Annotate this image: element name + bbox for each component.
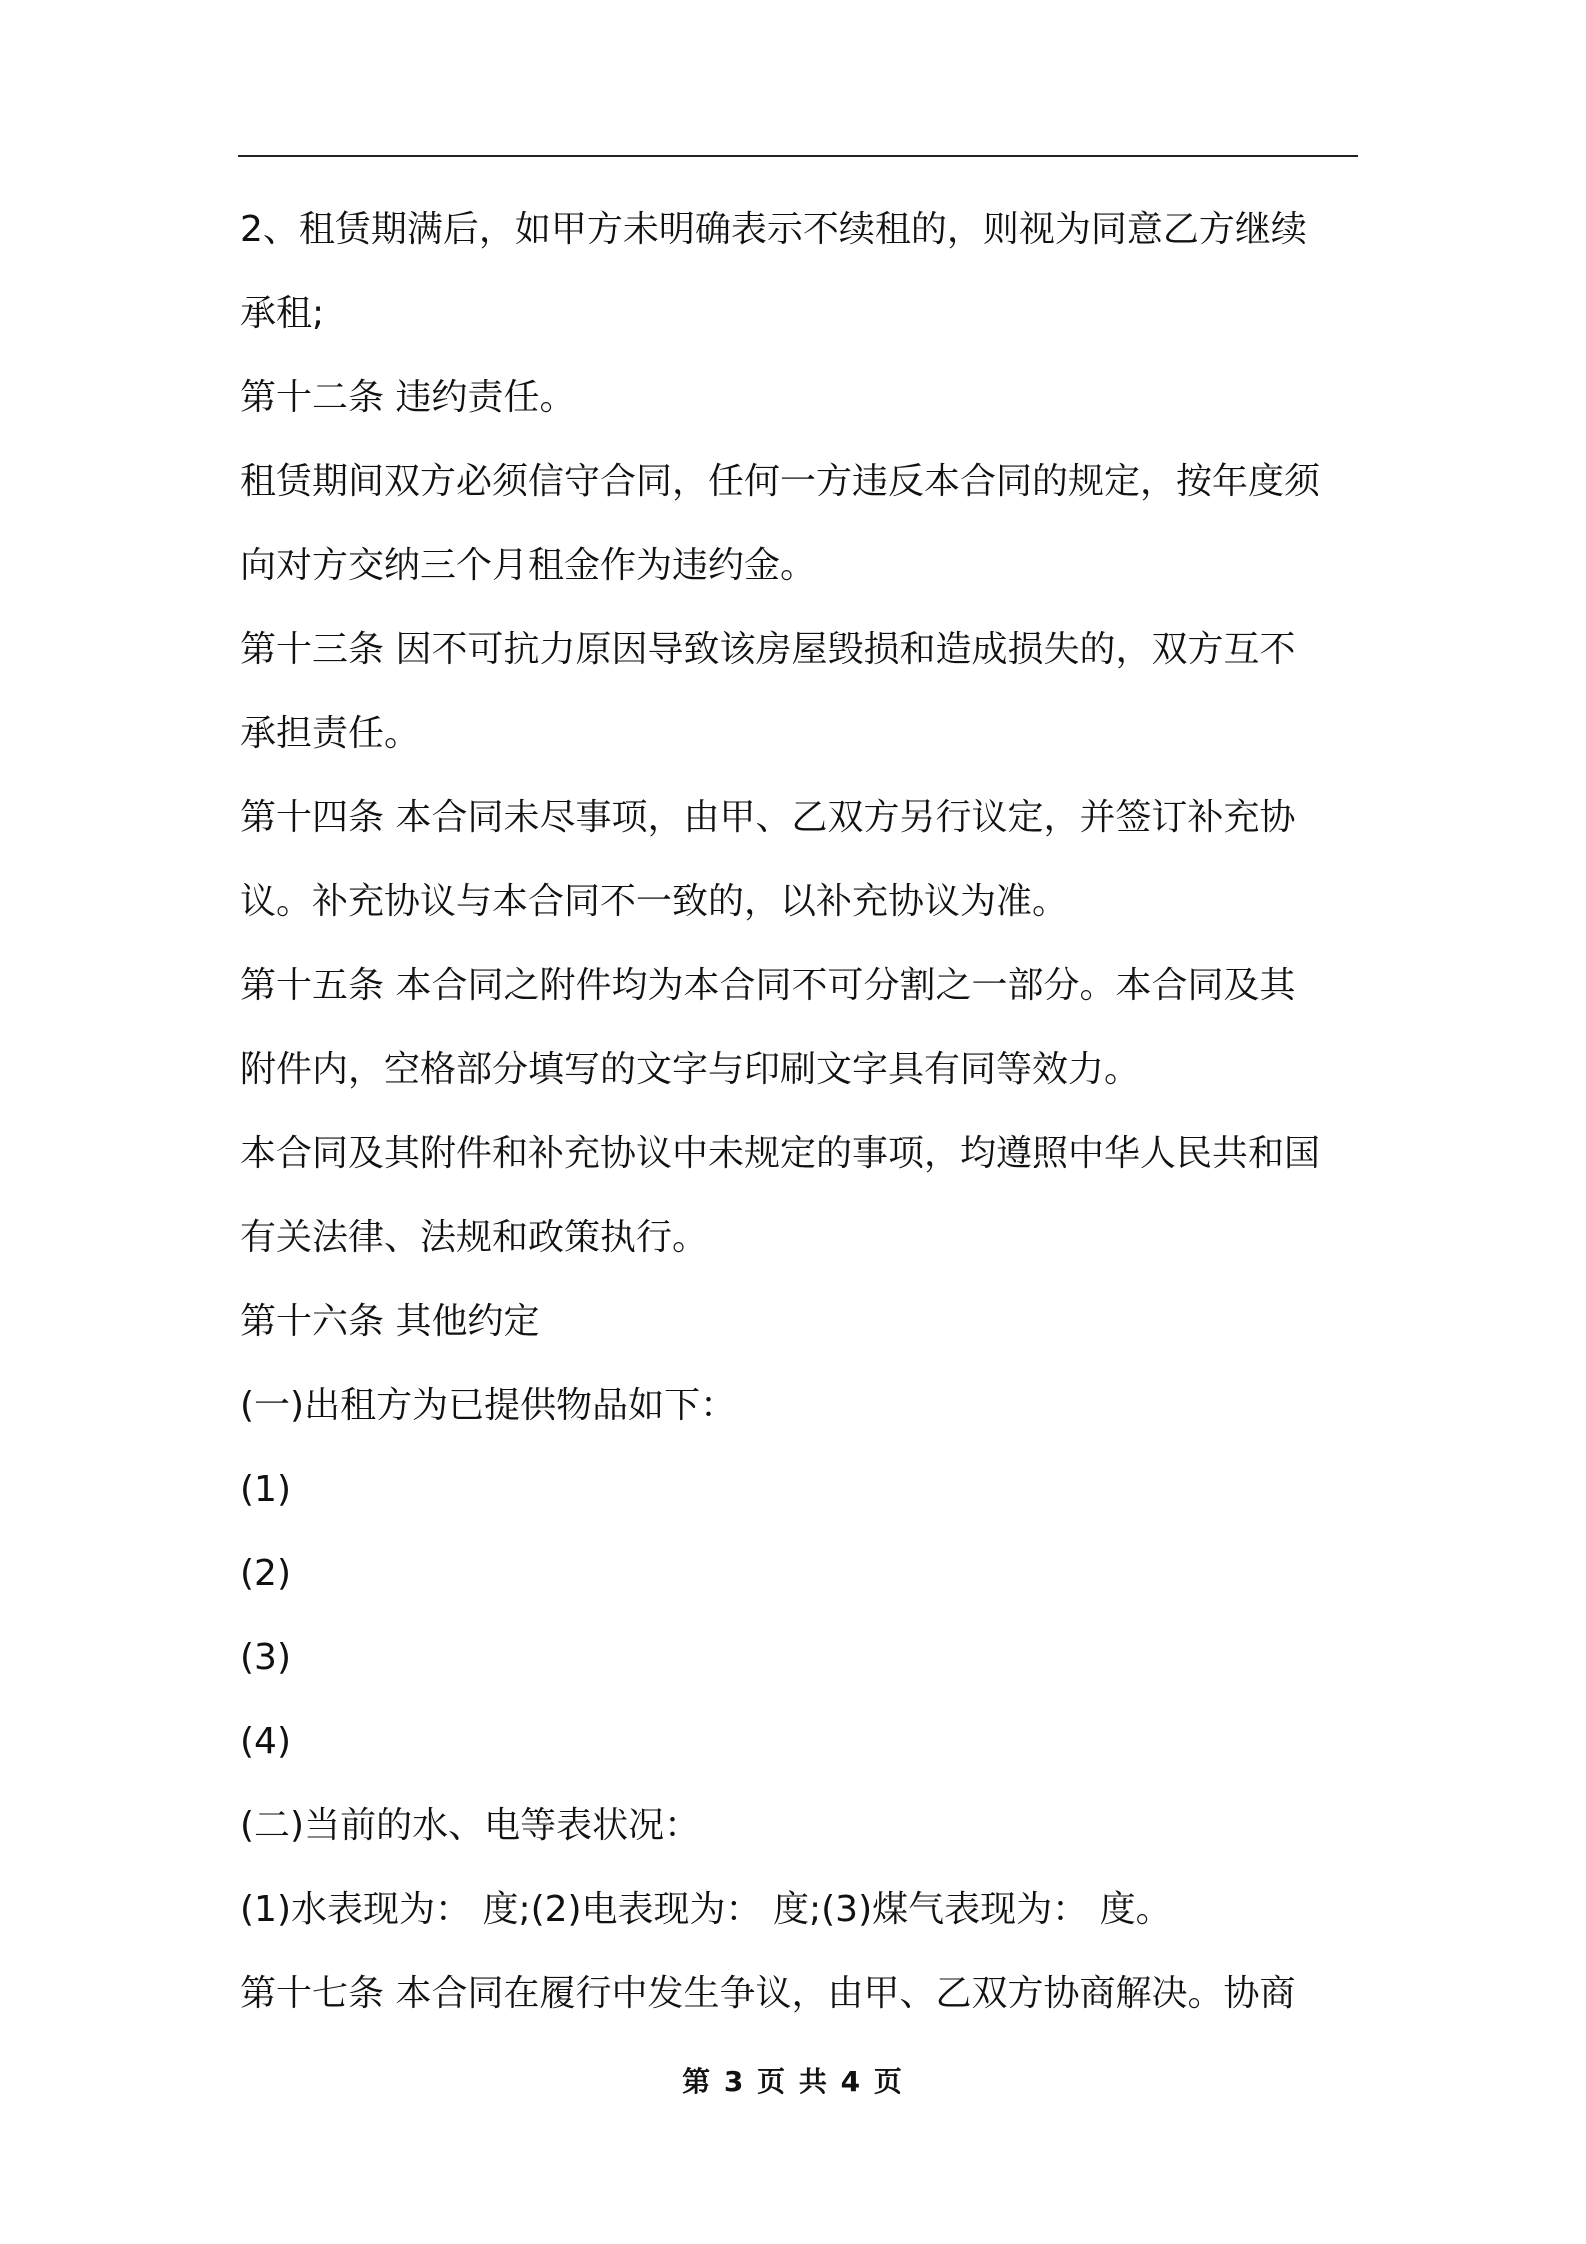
page-number: 第 3 页 共 4 页	[682, 2065, 904, 2098]
text-line: 附件内，空格部分填写的文字与印刷文字具有同等效力。	[240, 1049, 1141, 1090]
text-line: 有关法律、法规和政策执行。	[240, 1217, 709, 1258]
text-line: 向对方交纳三个月租金作为违约金。	[240, 545, 817, 586]
meter-readings: (1)水表现为： 度;(2)电表现为： 度;(3)煤气表现为： 度。	[240, 1889, 1172, 1930]
meter-status-heading: (二)当前的水、电等表状况：	[240, 1805, 701, 1846]
article-15-text: 第十五条 本合同之附件均为本合同不可分割之一部分。本合同及其	[240, 965, 1296, 1006]
text-line: 本合同及其附件和补充协议中未规定的事项，均遵照中华人民共和国	[240, 1133, 1321, 1174]
article-13-text: 第十三条 因不可抗力原因导致该房屋毁损和造成损失的，双方互不	[240, 629, 1296, 670]
text-line: 议。补充协议与本合同不一致的，以补充协议为准。	[240, 881, 1069, 922]
article-12-heading: 第十二条 违约责任。	[240, 377, 576, 418]
article-17-text: 第十七条 本合同在履行中发生争议，由甲、乙双方协商解决。协商	[240, 1973, 1296, 2014]
list-item: (3)	[240, 1637, 291, 1678]
list-item: (2)	[240, 1553, 291, 1594]
text-line: 2、租赁期满后，如甲方未明确表示不续租的，则视为同意乙方继续	[240, 209, 1307, 250]
article-16-heading: 第十六条 其他约定	[240, 1301, 540, 1342]
text-line: 承担责任。	[240, 713, 421, 754]
provided-items-heading: (一)出租方为已提供物品如下：	[240, 1385, 737, 1426]
list-item: (4)	[240, 1721, 291, 1762]
text-line: 承租;	[240, 293, 325, 334]
contract-body	[240, 188, 1358, 2036]
text-line: 租赁期间双方必须信守合同，任何一方违反本合同的规定，按年度须	[240, 461, 1321, 502]
header-divider	[238, 155, 1358, 157]
article-14-text: 第十四条 本合同未尽事项，由甲、乙双方另行议定，并签订补充协	[240, 797, 1296, 838]
list-item: (1)	[240, 1469, 291, 1510]
